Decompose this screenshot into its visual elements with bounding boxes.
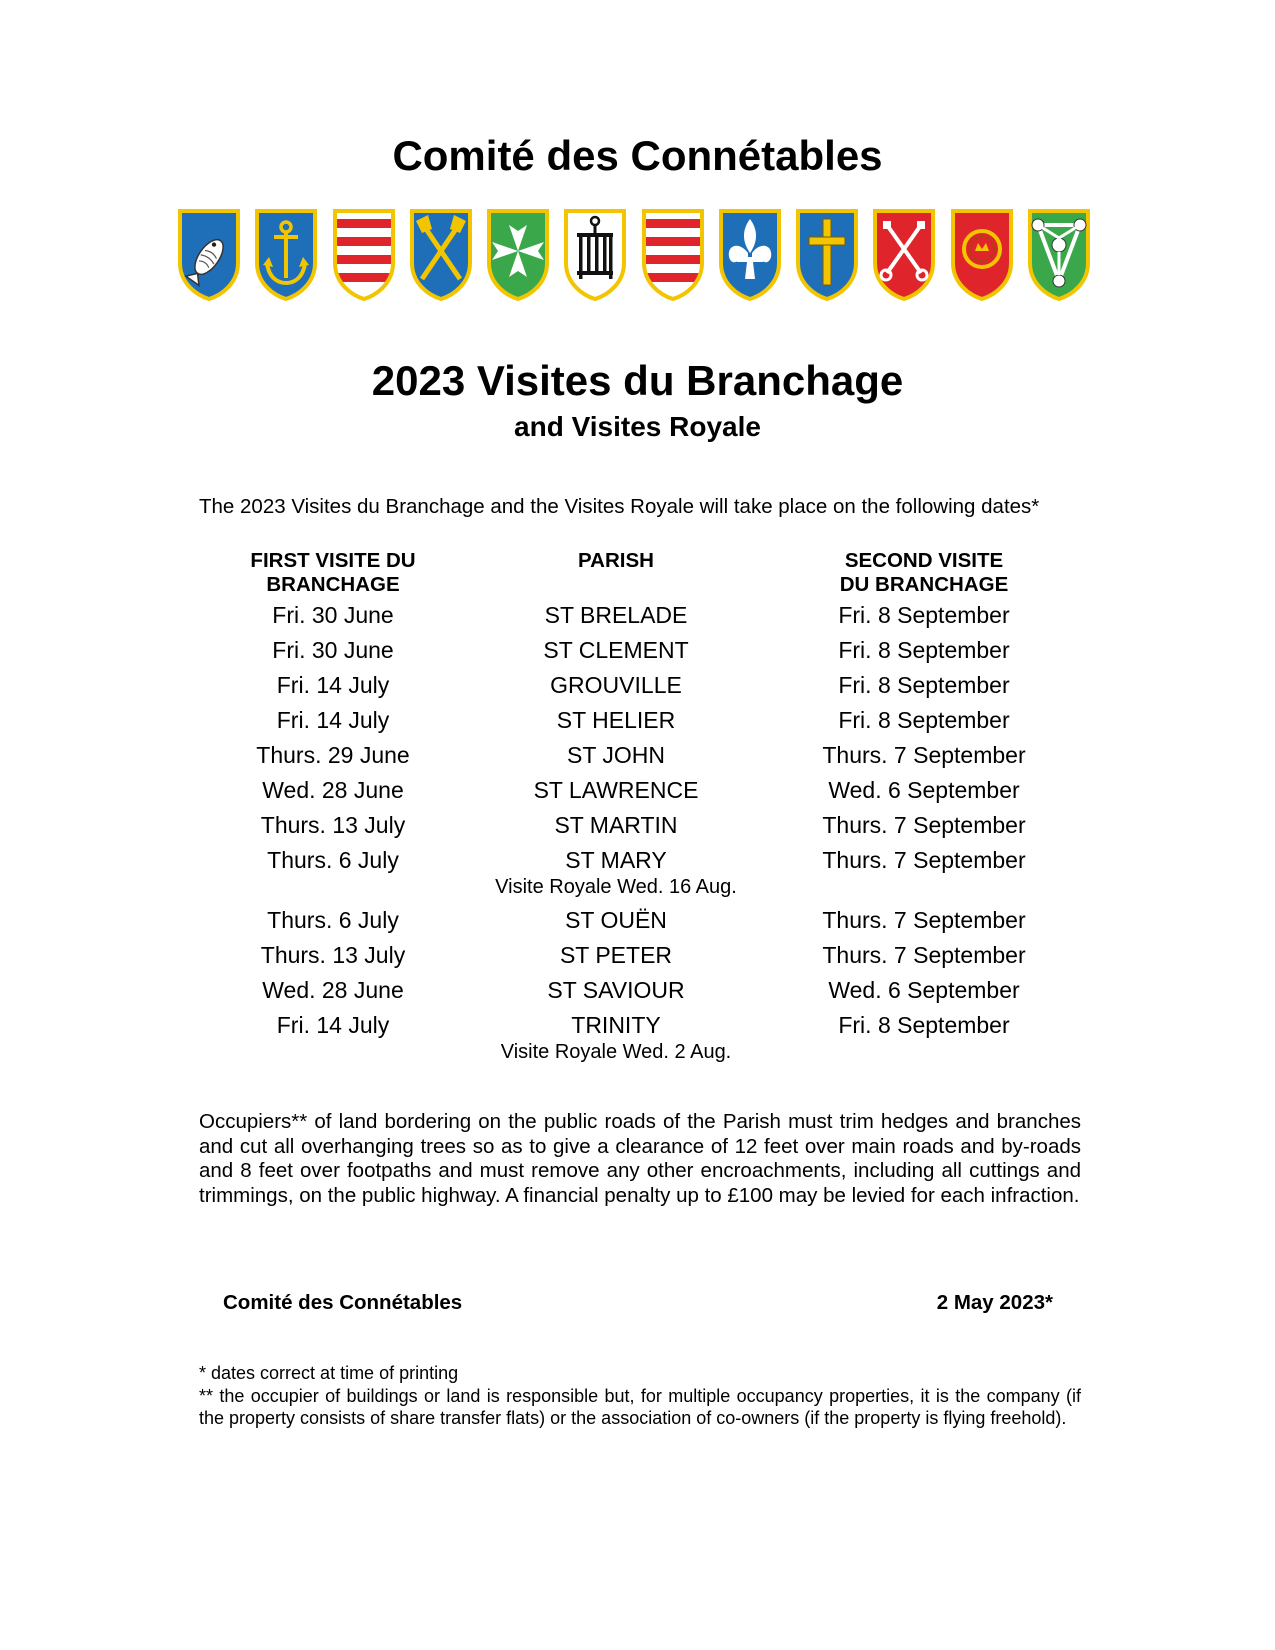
- second-visite-date: Thurs. 7 September: [822, 942, 1026, 968]
- st-lawrence-shield-icon: [562, 207, 628, 301]
- second-visite-date: Fri. 8 September: [838, 637, 1010, 663]
- table-row: [0, 740, 1275, 775]
- st-brelade-shield-icon: [176, 207, 242, 301]
- footnote-dates: * dates correct at time of printing: [199, 1363, 459, 1383]
- parish-shields-row: [176, 207, 1092, 303]
- st-john-shield-icon: [485, 207, 551, 301]
- first-visite-date: Thurs. 6 July: [267, 847, 399, 873]
- first-visite-date: Fri. 14 July: [276, 707, 390, 733]
- second-visite-date: Thurs. 7 September: [822, 907, 1026, 933]
- second-visite-date: Wed. 6 September: [828, 977, 1020, 1003]
- first-visite-date: Thurs. 6 July: [267, 907, 399, 933]
- second-visite-date: Fri. 8 September: [838, 707, 1010, 733]
- intro-text: The 2023 Visites du Branchage and the Visites Royale will take place on the following dates*: [199, 495, 1040, 518]
- first-visite-date: Fri. 14 July: [276, 1012, 390, 1038]
- parish-name: ST CLEMENT: [543, 637, 689, 663]
- parish-name: ST LAWRENCE: [533, 777, 699, 803]
- parish-name: ST MARY: [565, 847, 667, 873]
- signatory: Comité des Connétables: [223, 1291, 463, 1314]
- occupiers-notice: Occupiers** of land bordering on the public roads of the Parish must trim hedges and branches and cut all overhanging trees so as to give a clearance of 12 feet over main roads and by-roads and 8 feet over footpaths and must remove any other encroachments, including all cuttings and trimmings, on the public highway. A financial penalty up to £100 may be levied for each infraction.: [199, 1110, 1081, 1207]
- first-visite-date: Fri. 30 June: [272, 602, 394, 628]
- grouville-shield-icon: [331, 207, 397, 301]
- parish-name: TRINITY: [571, 1012, 661, 1038]
- table-row: [0, 810, 1275, 845]
- table-row: [0, 905, 1275, 940]
- second-visite-date: Fri. 8 September: [838, 602, 1010, 628]
- first-visite-date: Thurs. 29 June: [256, 742, 410, 768]
- first-visite-date: Thurs. 13 July: [260, 942, 406, 968]
- table-row: [0, 1010, 1275, 1070]
- parish-column-header: PARISH: [578, 549, 654, 572]
- second-visite-date: Fri. 8 September: [838, 1012, 1010, 1038]
- st-peter-shield-icon: [871, 207, 937, 301]
- st-helier-shield-icon: [408, 207, 474, 301]
- parish-name: ST BRELADE: [544, 602, 688, 628]
- visites-schedule-table: [0, 600, 1275, 1070]
- parish-name: ST OUËN: [565, 907, 667, 933]
- first-visite-date: Fri. 30 June: [272, 637, 394, 663]
- first-visite-date: Wed. 28 June: [262, 777, 404, 803]
- parish-name: ST JOHN: [567, 742, 665, 768]
- second-visite-date: Thurs. 7 September: [822, 812, 1026, 838]
- table-row: [0, 975, 1275, 1010]
- st-clement-shield-icon: [253, 207, 319, 301]
- footnote-occupier: ** the occupier of buildings or land is responsible but, for multiple occupancy properties, it is the company (if the property consists of share transfer flats) or the association of co-owners (if the property is flying freehold).: [199, 1385, 1081, 1428]
- parish-name: ST MARTIN: [554, 812, 678, 838]
- second-visite-date: Thurs. 7 September: [822, 742, 1026, 768]
- table-row: [0, 845, 1275, 905]
- trinity-shield-icon: [1026, 207, 1092, 301]
- table-row: [0, 670, 1275, 705]
- parish-name: GROUVILLE: [550, 672, 682, 698]
- footnotes: [199, 1362, 1081, 1430]
- page-title: Comité des Connétables: [392, 132, 883, 179]
- visite-royale-note: Visite Royale Wed. 2 Aug.: [500, 1041, 732, 1063]
- parish-name: ST SAVIOUR: [547, 977, 685, 1003]
- second-visite-date: Thurs. 7 September: [822, 847, 1026, 873]
- second-visite-date: Fri. 8 September: [838, 672, 1010, 698]
- table-row: [0, 600, 1275, 635]
- first-visite-date: Wed. 28 June: [262, 977, 404, 1003]
- st-martin-shield-icon: [640, 207, 706, 301]
- first-visite-date: Fri. 14 July: [276, 672, 390, 698]
- parish-name: ST PETER: [559, 942, 673, 968]
- table-row: [0, 635, 1275, 670]
- notice-date: 2 May 2023*: [936, 1291, 1053, 1314]
- first-visite-date: Thurs. 13 July: [260, 812, 406, 838]
- second-visite-column-header: SECOND VISITE DU BRANCHAGE: [839, 549, 1009, 596]
- table-row: [0, 705, 1275, 740]
- schedule-subheading: and Visites Royale: [514, 411, 761, 442]
- first-visite-column-header: FIRST VISITE DU BRANCHAGE: [250, 549, 416, 596]
- second-visite-date: Wed. 6 September: [828, 777, 1020, 803]
- table-row: [0, 940, 1275, 975]
- st-ouen-shield-icon: [794, 207, 860, 301]
- schedule-heading: 2023 Visites du Branchage: [371, 357, 904, 404]
- table-row: [0, 775, 1275, 810]
- visite-royale-note: Visite Royale Wed. 16 Aug.: [495, 876, 737, 898]
- parish-name: ST HELIER: [556, 707, 676, 733]
- st-mary-shield-icon: [717, 207, 783, 301]
- st-saviour-shield-icon: [949, 207, 1015, 301]
